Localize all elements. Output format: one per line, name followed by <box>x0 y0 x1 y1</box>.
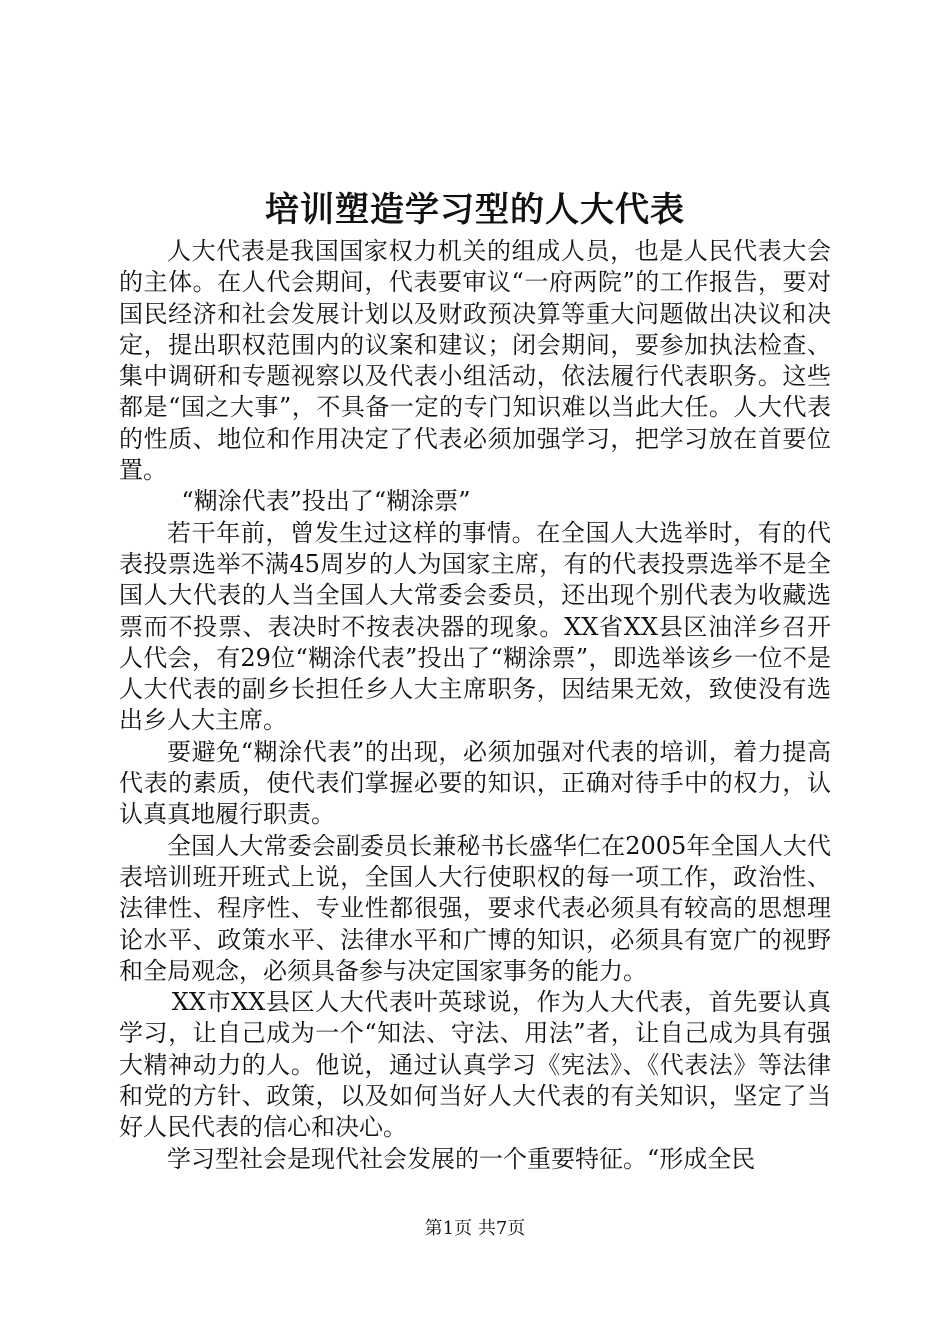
paragraph-training: 要避免“糊涂代表”的出现，必须加强对代表的培训，着力提高代表的素质，使代表们掌握必要的知识，正确对待手中的权力，认认真真地履行职责。 <box>119 737 831 829</box>
paragraph-learning-society: 学习型社会是现代社会发展的一个重要特征。“形成全民 <box>167 1144 756 1173</box>
paragraph-intro: 人大代表是我国国家权力机关的组成人员，也是人民代表大会的主体。在人代会期间，代表要审议“一府两院”的工作报告，要对国民经济和社会发展计划以及财政预决算等重大问题做出决议和决定，提出职权范围内的议案和建议；闭会期间，要参加执法检查、集中调研和专题视察以及代表小组活动，依法履行代表职务。这些都是“国之大事”，不具备一定的专门知识难以当此大任。人大代表的性质、地位和作用决定了代表必须加强学习，把学习放在首要位置。 <box>119 237 831 485</box>
paragraph-incident: 若干年前，曾发生过这样的事情。在全国人大选举时，有的代表投票选举不满45周岁的人为国家主席，有的代表投票选举不是全国人大代表的人当全国人大常委会委员，还出现个别代表为收藏选票而不投票、表决时不按表决器的现象。XX省XX县区油洋乡召开人代会，有29位“糊涂代表”投出了“糊涂票”，即选举该乡一位不是人大代表的副乡长担任乡人大主席职务，因结果无效，致使没有选出乡人大主席。 <box>119 518 831 735</box>
paragraph-speech: 全国人大常委会副委员长兼秘书长盛华仁在2005年全国人大代表培训班开班式上说，全国人大行使职权的每一项工作，政治性、法律性、程序性、专业性都很强，要求代表必须具有较高的思想理论水平、政策水平、法律水平和广博的知识，必须具有宽广的视野和全局观念，必须具备参与决定国家事务的能力。 <box>119 831 831 985</box>
paragraph-representative: XX市XX县区人大代表叶英球说，作为人大代表，首先要认真学习，让自己成为一个“知法、守法、用法”者，让自己成为具有强大精神动力的人。他说，通过认真学习《宪法》、《代表法》等法律和党的方针、政策，以及如何当好人大代表的有关知识，坚定了当好人民代表的信心和决心。 <box>119 988 831 1142</box>
document-body <box>119 236 831 1175</box>
document-title: 培训塑造学习型的人大代表 <box>265 190 685 230</box>
page-footer: 第1页 共7页 <box>424 1218 526 1239</box>
section-heading: “糊涂代表”投出了“糊涂票” <box>181 487 471 516</box>
